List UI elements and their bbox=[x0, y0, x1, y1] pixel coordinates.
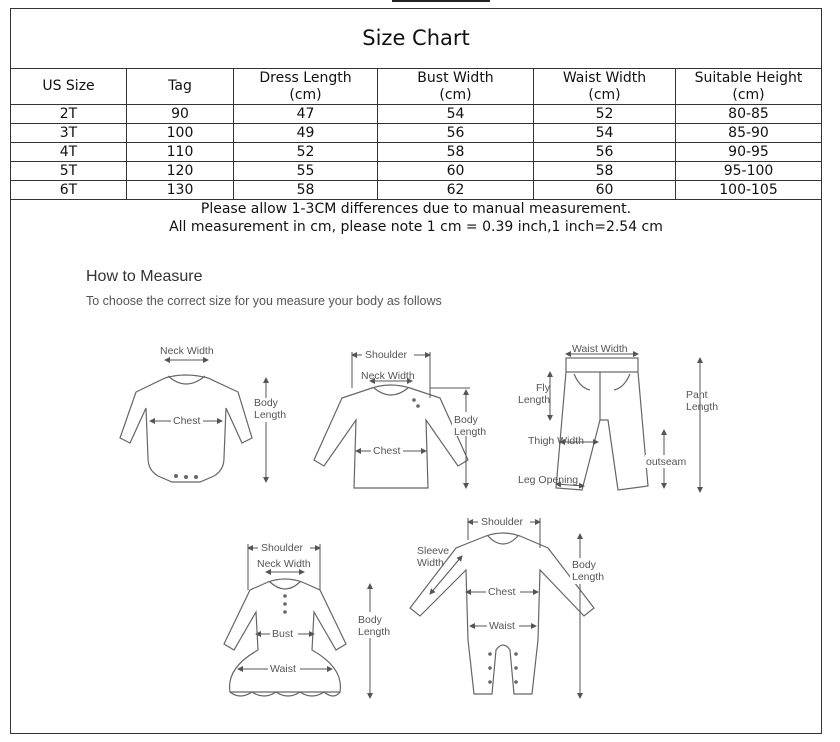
label-chest: Chest bbox=[488, 586, 516, 598]
label-length: Length bbox=[358, 626, 391, 638]
cell-waist-width: 52 bbox=[534, 105, 676, 124]
label-fly-length: Length bbox=[518, 394, 551, 406]
label-shoulder: Shoulder bbox=[261, 542, 304, 554]
cell-waist-width: 56 bbox=[534, 143, 676, 162]
cell-bust-width: 54 bbox=[378, 105, 534, 124]
label-pant-length: Length bbox=[686, 401, 719, 413]
header-us-size: US Size bbox=[11, 69, 127, 105]
label-sleeve: Sleeve bbox=[417, 545, 450, 557]
cell-us-size: 3T bbox=[11, 124, 127, 143]
cell-dress-length: 49 bbox=[234, 124, 378, 143]
cell-us-size: 4T bbox=[11, 143, 127, 162]
label-leg-opening: Leg Opening bbox=[518, 474, 579, 486]
label-neck-width: Neck Width bbox=[361, 370, 415, 382]
label-neck-width: Neck Width bbox=[257, 558, 311, 570]
label-waist: Waist bbox=[270, 663, 296, 675]
cell-tag: 90 bbox=[127, 105, 234, 124]
shirt-diagram bbox=[314, 348, 490, 488]
cell-suitable-height: 90-95 bbox=[676, 143, 822, 162]
header-bust-width: Bust Width (cm) bbox=[378, 69, 534, 105]
label-chest: Chest bbox=[373, 445, 401, 457]
header-tag: Tag bbox=[127, 69, 234, 105]
cell-bust-width: 62 bbox=[378, 181, 534, 200]
label-fly: Fly bbox=[536, 382, 550, 394]
cell-bust-width: 56 bbox=[378, 124, 534, 143]
label-body: Body bbox=[254, 397, 278, 409]
cell-suitable-height: 80-85 bbox=[676, 105, 822, 124]
cell-us-size: 6T bbox=[11, 181, 127, 200]
label-outseam: outseam bbox=[646, 456, 687, 468]
label-pant: Pant bbox=[686, 389, 708, 401]
how-to-measure-title: How to Measure bbox=[86, 268, 203, 285]
cell-us-size: 2T bbox=[11, 105, 127, 124]
label-body: Body bbox=[572, 559, 596, 571]
cell-dress-length: 55 bbox=[234, 162, 378, 181]
label-body: Body bbox=[454, 414, 478, 426]
cell-bust-width: 60 bbox=[378, 162, 534, 181]
cell-suitable-height: 100-105 bbox=[676, 181, 822, 200]
label-length: Length bbox=[572, 571, 605, 583]
header-dress-length: Dress Length (cm) bbox=[234, 69, 378, 105]
cell-suitable-height: 95-100 bbox=[676, 162, 822, 181]
label-thigh-width: Thigh Width bbox=[528, 435, 585, 447]
header-waist-width: Waist Width (cm) bbox=[534, 69, 676, 105]
cell-tag: 100 bbox=[127, 124, 234, 143]
label-body: Body bbox=[358, 614, 382, 626]
label-neck-width: Neck Width bbox=[160, 345, 214, 357]
cell-suitable-height: 85-90 bbox=[676, 124, 822, 143]
measurement-note-2: All measurement in cm, please note 1 cm = 0.39 inch,1 inch=2.54 cm bbox=[169, 219, 663, 235]
cell-bust-width: 58 bbox=[378, 143, 534, 162]
label-length: Length bbox=[254, 409, 287, 421]
label-chest: Chest bbox=[173, 415, 201, 427]
size-chart-title: Size Chart bbox=[11, 9, 821, 69]
measurement-note-1: Please allow 1-3CM differences due to manual measurement. bbox=[200, 201, 632, 217]
cell-tag: 120 bbox=[127, 162, 234, 181]
bodysuit-diagram bbox=[120, 345, 290, 482]
cell-us-size: 5T bbox=[11, 162, 127, 181]
cell-waist-width: 58 bbox=[534, 162, 676, 181]
cell-waist-width: 54 bbox=[534, 124, 676, 143]
header-suitable-height: Suitable Height (cm) bbox=[676, 69, 822, 105]
cell-tag: 110 bbox=[127, 143, 234, 162]
label-length: Length bbox=[454, 426, 487, 438]
label-shoulder: Shoulder bbox=[481, 516, 524, 528]
romper-diagram bbox=[410, 515, 610, 698]
label-shoulder: Shoulder bbox=[365, 349, 408, 361]
cell-dress-length: 58 bbox=[234, 181, 378, 200]
dress-diagram bbox=[224, 541, 396, 698]
label-waist-width: Waist Width bbox=[572, 343, 628, 355]
cell-waist-width: 60 bbox=[534, 181, 676, 200]
label-sleeve-width: Width bbox=[417, 557, 444, 569]
cell-dress-length: 47 bbox=[234, 105, 378, 124]
label-waist: Waist bbox=[489, 620, 515, 632]
how-to-measure-subtitle: To choose the correct size for you measure your body as follows bbox=[86, 294, 442, 308]
cell-dress-length: 52 bbox=[234, 143, 378, 162]
pants-diagram bbox=[518, 343, 718, 492]
cell-tag: 130 bbox=[127, 181, 234, 200]
label-bust: Bust bbox=[272, 628, 294, 640]
